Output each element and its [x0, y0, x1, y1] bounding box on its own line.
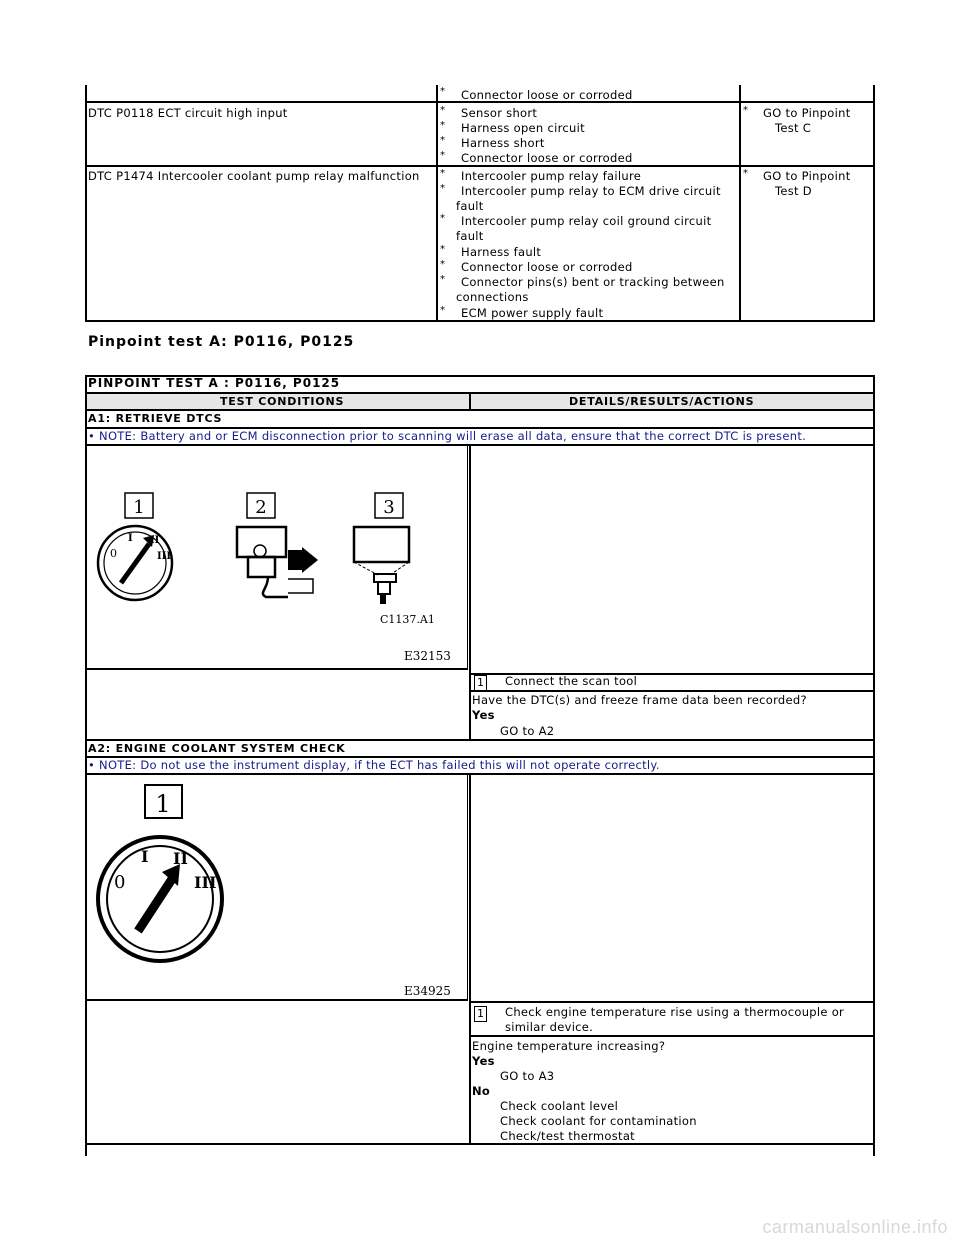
step-number: 1	[474, 675, 487, 691]
table-border	[470, 690, 875, 692]
action-link[interactable]: GO to Pinpoint	[763, 106, 851, 120]
table-border	[85, 392, 875, 394]
bullet: *	[440, 183, 445, 194]
cause-item-cont: fault	[456, 199, 484, 213]
bullet: *	[440, 244, 445, 255]
step-title-a2: A2: ENGINE COOLANT SYSTEM CHECK	[88, 742, 346, 755]
bullet: *	[440, 120, 445, 131]
result-question: Engine temperature increasing?	[472, 1039, 666, 1053]
step-title-a1: A1: RETRIEVE DTCS	[88, 412, 223, 425]
table-border	[469, 773, 471, 1145]
svg-text:0: 0	[114, 872, 126, 893]
result-yes-label: Yes	[472, 1054, 495, 1068]
svg-text:III: III	[157, 551, 172, 562]
bullet: *	[440, 213, 445, 224]
result-no-action: Check coolant level	[500, 1099, 619, 1113]
bullet: *	[440, 168, 445, 179]
bullet: *	[440, 86, 445, 97]
cause-item: Connector pins(s) bent or tracking between	[461, 275, 725, 289]
cause-item: Harness short	[461, 136, 545, 150]
action-link[interactable]: GO to Pinpoint	[763, 169, 851, 183]
figure-e34925	[88, 776, 466, 998]
bullet: *	[440, 259, 445, 270]
note-a1: • NOTE: Battery and or ECM disconnection prior to scanning will erase all data, ensure that the correct DTC is present.	[88, 429, 807, 443]
bullet: *	[743, 105, 748, 116]
svg-text:I: I	[141, 847, 149, 866]
cause-item-cont: fault	[456, 229, 484, 243]
table-border	[873, 375, 875, 1156]
table-border	[470, 1001, 875, 1003]
result-no-label: No	[472, 1084, 491, 1098]
cause-item: Harness open circuit	[461, 121, 585, 135]
step-instruction-cont: similar device.	[505, 1020, 594, 1034]
step-number: 1	[474, 1006, 487, 1022]
note-a2: • NOTE: Do not use the instrument display, if the ECT has failed this will not operate correctly.	[88, 758, 660, 772]
cause-item: Connector loose or corroded	[461, 151, 633, 165]
section-heading: Pinpoint test A: P0116, P0125	[88, 334, 355, 350]
table-border	[436, 85, 438, 322]
result-yes-action[interactable]: GO to A2	[500, 724, 555, 738]
svg-text:II: II	[173, 849, 188, 868]
figure-e32153	[88, 447, 466, 667]
scan-tool-icon	[237, 527, 318, 597]
figure-ref: E32153	[404, 649, 451, 663]
cause-item: ECM power supply fault	[461, 306, 604, 320]
ignition-switch-icon	[98, 526, 172, 600]
col-header-conditions: TEST CONDITIONS	[220, 395, 345, 408]
cause-item: Connector loose or corroded	[461, 88, 633, 102]
table-border	[469, 444, 471, 741]
cause-item: Intercooler pump relay failure	[461, 169, 642, 183]
action-link[interactable]: Test D	[775, 184, 812, 198]
svg-text:II: II	[150, 535, 160, 546]
action-link[interactable]: Test C	[775, 121, 812, 135]
svg-text:I: I	[128, 533, 133, 544]
cause-item-cont: connections	[456, 290, 529, 304]
step-instruction: Check engine temperature rise using a thermocouple or	[505, 1005, 845, 1019]
figure-label: 1	[155, 790, 171, 818]
result-yes-action[interactable]: GO to A3	[500, 1069, 555, 1083]
bullet: *	[440, 305, 445, 316]
figure-label: 1	[133, 497, 145, 518]
bullet: *	[440, 105, 445, 116]
step-instruction: Connect the scan tool	[505, 674, 638, 688]
svg-text:III: III	[194, 873, 217, 892]
result-no-action: Check coolant for contamination	[500, 1114, 697, 1128]
result-question: Have the DTC(s) and freeze frame data been recorded?	[472, 693, 807, 707]
dtc-code-cell: DTC P0118 ECT circuit high input	[88, 106, 288, 120]
svg-text:0: 0	[110, 547, 117, 560]
cause-item: Connector loose or corroded	[461, 260, 633, 274]
bullet: *	[743, 168, 748, 179]
diagnostic-socket-icon	[354, 527, 409, 604]
cause-item: Intercooler pump relay to ECM drive circuit	[461, 184, 721, 198]
header-row-bg	[87, 393, 873, 409]
ignition-switch-icon	[98, 837, 222, 961]
cause-item: Harness fault	[461, 245, 542, 259]
table-border	[873, 85, 875, 322]
table-border	[85, 85, 87, 322]
table-border	[739, 85, 741, 322]
figure-code: C1137.A1	[380, 613, 435, 626]
table-border	[469, 392, 471, 411]
dtc-code-cell: DTC P1474 Intercooler coolant pump relay malfunction	[88, 169, 420, 183]
cause-item: Intercooler pump relay coil ground circuit	[461, 214, 712, 228]
bullet: *	[440, 274, 445, 285]
pinpoint-title: PINPOINT TEST A : P0116, P0125	[88, 376, 341, 390]
col-header-details: DETAILS/RESULTS/ACTIONS	[569, 395, 755, 408]
result-yes-label: Yes	[472, 708, 495, 722]
table-border	[85, 1143, 875, 1145]
cause-item: Sensor short	[461, 106, 538, 120]
bullet: *	[440, 150, 445, 161]
figure-ref: E34925	[404, 984, 451, 998]
table-border	[470, 1035, 875, 1037]
result-no-action: Check/test thermostat	[500, 1129, 635, 1143]
figure-label: 2	[255, 497, 267, 518]
watermark: carmanualsonline.info	[762, 1217, 948, 1237]
figure-label: 3	[383, 497, 395, 518]
bullet: *	[440, 135, 445, 146]
